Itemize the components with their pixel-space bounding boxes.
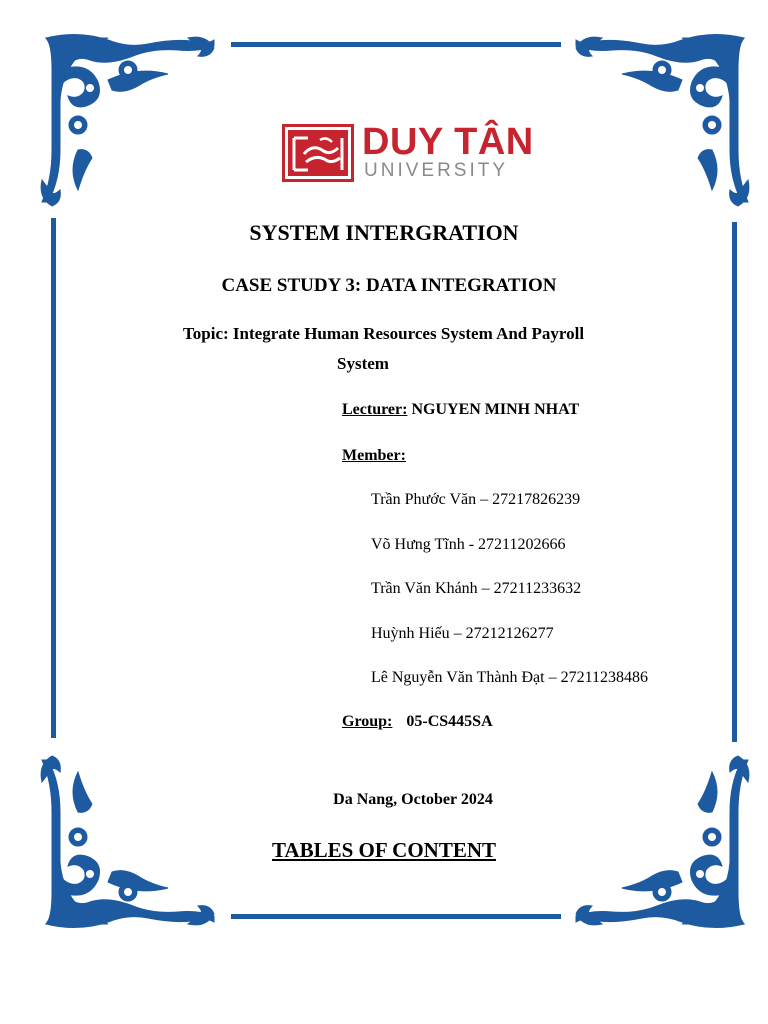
member-item: Trần Phước Văn – 27217826239 [371, 491, 581, 508]
member-item: Võ Hưng Tĩnh - 27211202666 [371, 536, 566, 553]
place-and-date: Da Nang, October 2024 [333, 791, 493, 808]
top-left-ornament-icon [38, 30, 218, 210]
member-label: Member: [342, 447, 406, 464]
lecturer-row [342, 401, 579, 419]
frame-bottom-border [231, 914, 561, 919]
member-item: Lê Nguyễn Văn Thành Đạt – 27211238486 [371, 669, 648, 686]
document-title: SYSTEM INTERGRATION [249, 220, 519, 245]
logo-subtitle: UNIVERSITY [364, 160, 509, 181]
lecturer-label: Lecturer: [342, 401, 408, 418]
lecturer-name: NGUYEN MINH NHAT [411, 401, 580, 418]
case-study-heading: CASE STUDY 3: DATA INTEGRATION [221, 275, 557, 296]
duy-tan-emblem-icon [282, 124, 354, 182]
group-value: 05-CS445SA [406, 713, 493, 730]
frame-top-border [231, 42, 561, 47]
topic-line-2: System [337, 354, 389, 373]
group-label: Group: [342, 713, 393, 730]
table-of-contents-heading: TABLES OF CONTENT [271, 838, 497, 862]
member-item: Huỳnh Hiếu – 27212126277 [371, 625, 554, 642]
top-right-ornament-icon [572, 30, 752, 210]
frame-right-border [732, 222, 737, 742]
university-logo [282, 121, 534, 184]
logo-wordmark: DUY TÂN [362, 121, 534, 163]
topic-line-1: Topic: Integrate Human Resources System And Payroll [183, 324, 585, 343]
group-row [342, 713, 493, 731]
member-item: Trần Văn Khánh – 27211233632 [371, 580, 582, 597]
